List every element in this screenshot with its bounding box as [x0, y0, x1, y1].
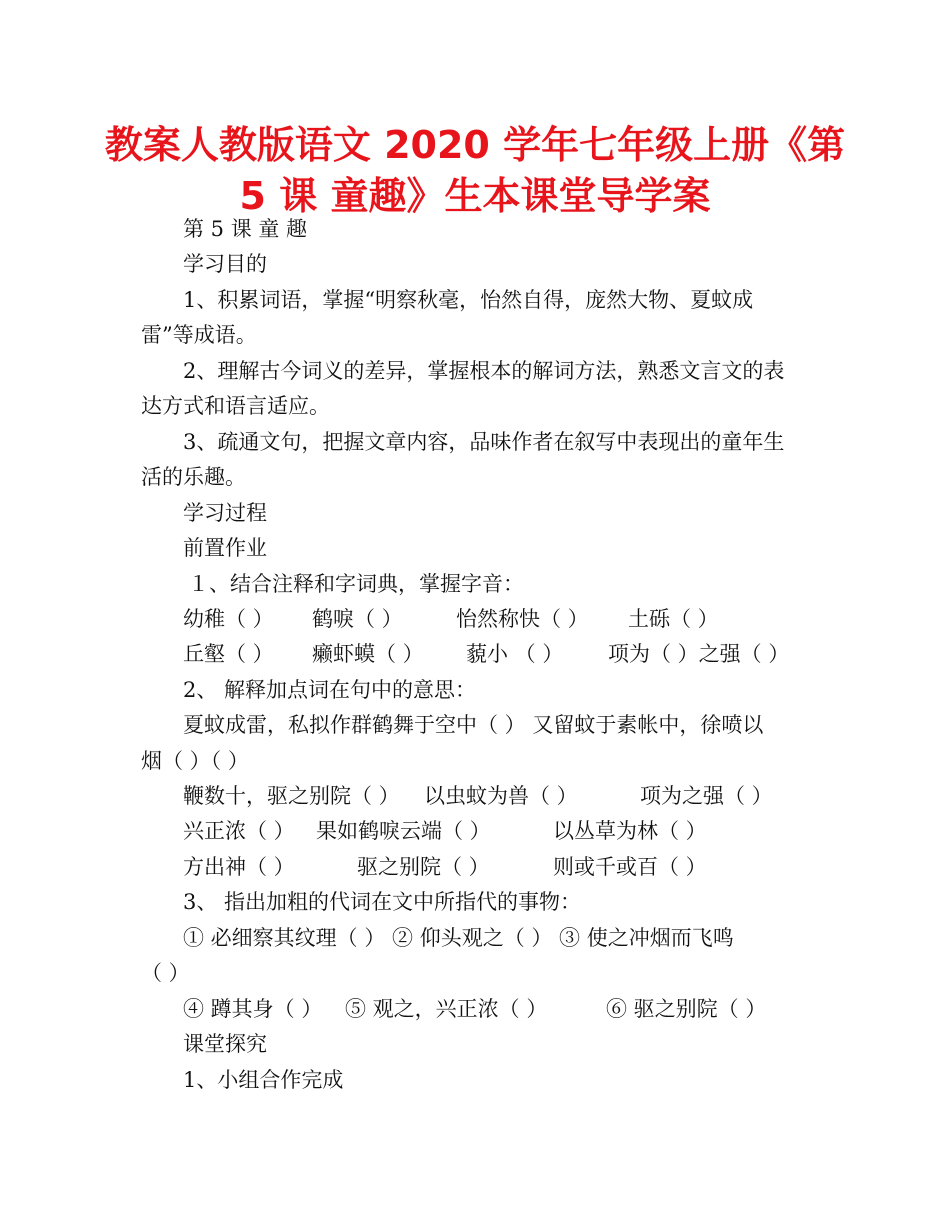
objective-3-line-1: 3、疏通文句，把握文章内容，品味作者在叙写中表现出的童年生: [183, 430, 785, 454]
title-line-2: 5 课 童趣》生本课堂导学案: [239, 174, 711, 218]
q2-item: 以虫蚊为兽（ ）: [424, 784, 578, 808]
objective-2-line-2: 达方式和语言适应。: [141, 394, 330, 418]
objective-3-line-2: 活的乐趣。: [141, 465, 246, 489]
q1-item: 鹤唳（ ）: [312, 607, 403, 631]
q2-item: 兴正浓（ ）: [183, 819, 295, 843]
objective-1-line-2: 雷”等成语。: [141, 323, 257, 347]
q1-item: 癞虾蟆（ ）: [312, 642, 424, 666]
title-line-1: 教案人教版语文 2020 学年七年级上册《第: [104, 123, 846, 167]
q1-item: 怡然称快（ ）: [456, 607, 589, 631]
process-heading: 学习过程: [183, 501, 267, 525]
q3-line-2: （ ）: [141, 961, 190, 985]
q2-line-2: 烟（ ）（ ）: [141, 749, 249, 773]
prework-heading: 前置作业: [183, 536, 267, 560]
q2-item: 果如鹤唳云端（ ）: [316, 819, 491, 843]
q2-item: 项为之强（ ）: [640, 784, 773, 808]
q1-item: 项为（ ）之强（ ）: [608, 642, 790, 666]
q2-item: 以丛草为林（ ）: [553, 819, 707, 843]
explore-item-1: 1、小组合作完成: [183, 1068, 344, 1092]
objective-1-line-1: 1、积累词语，掌握“明察秋毫，怡然自得，庞然大物、夏蚊成: [183, 288, 754, 312]
q1-item: 土砾（ ）: [628, 607, 719, 631]
q3-line-1: ① 必细察其纹理（ ） ② 仰头观之（ ） ③ 使之冲烟而飞鸣: [183, 926, 734, 950]
q2-line-1: 夏蚊成雷，私拟作群鹤舞于空中（ ） 又留蚊于素帐中，徐喷以: [183, 713, 764, 737]
q2-item: 方出神（ ）: [183, 855, 295, 879]
question-2: 2、 解释加点词在句中的意思：: [183, 678, 477, 702]
question-1: １、结合注释和字词典，掌握字音：: [188, 572, 524, 596]
q2-item: 驱之别院（ ）: [357, 855, 490, 879]
q1-item: 藐小 （ ）: [466, 642, 564, 666]
question-3: 3、 指出加粗的代词在文中所指代的事物：: [183, 890, 582, 914]
q2-item: 鞭数十，驱之别院（ ）: [183, 784, 400, 808]
lesson-label: 第 5 课 童 趣: [183, 217, 308, 241]
q3-item: ⑤ 观之，兴正浓（ ）: [345, 997, 548, 1021]
q2-item: 则或千或百（ ）: [553, 855, 707, 879]
objectives-heading: 学习目的: [183, 252, 267, 276]
q3-item: ④ 蹲其身（ ）: [183, 997, 323, 1021]
q1-item: 幼稚（ ）: [183, 607, 274, 631]
objective-2-line-1: 2、理解古今词义的差异，掌握根本的解词方法，熟悉文言文的表: [183, 359, 785, 383]
q3-item: ⑥ 驱之别院（ ）: [606, 997, 767, 1021]
explore-heading: 课堂探究: [183, 1032, 267, 1056]
q1-item: 丘壑（ ）: [183, 642, 274, 666]
document-title: [100, 120, 850, 222]
